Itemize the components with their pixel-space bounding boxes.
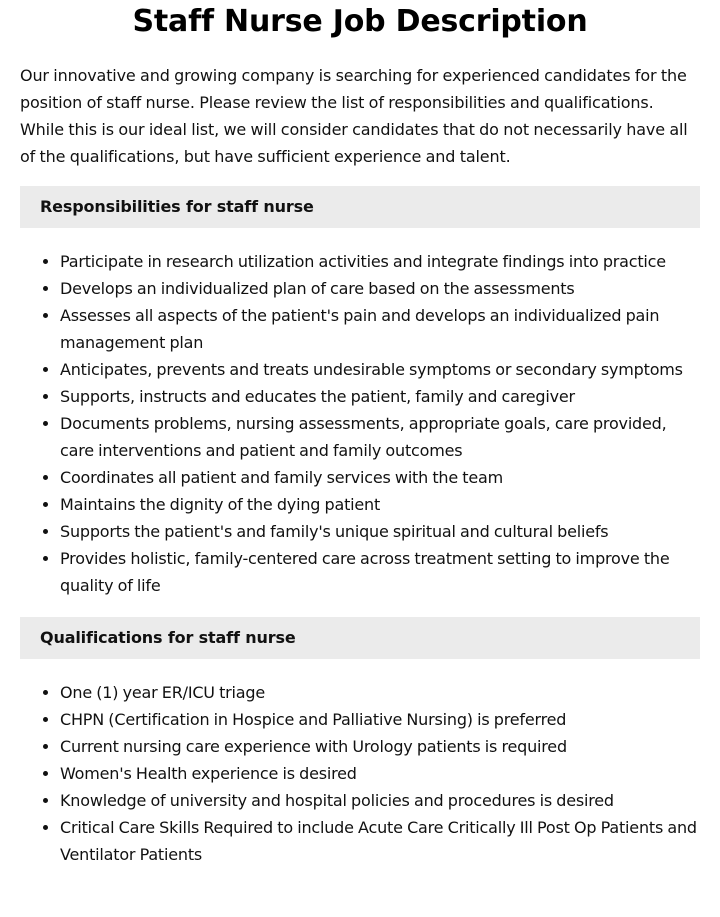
list-item: • Women's Health experience is desired xyxy=(60,760,700,787)
list-item: • Anticipates, prevents and treats undesirable symptoms or secondary symptoms xyxy=(60,356,700,383)
list-item: • Develops an individualized plan of care based on the assessments xyxy=(60,275,700,302)
qualifications-heading: Qualifications for staff nurse xyxy=(20,617,700,659)
intro-paragraph: Our innovative and growing company is searching for experienced candidates for the position of staff nurse. Please review the list of responsibilities and qualifications. While this is our ideal list, we will consider candidates that do not necessarily have all of the qualifications, but have sufficient experience and talent. xyxy=(20,66,688,166)
list-item: • Provides holistic, family-centered care across treatment setting to improve the quality of life xyxy=(60,545,700,599)
list-item: • Supports, instructs and educates the patient, family and caregiver xyxy=(60,383,700,410)
qualifications-list xyxy=(20,679,700,868)
list-item: • Coordinates all patient and family services with the team xyxy=(60,464,700,491)
responsibilities-list xyxy=(20,248,700,599)
list-item: • Participate in research utilization activities and integrate findings into practice xyxy=(60,248,700,275)
responsibilities-heading: Responsibilities for staff nurse xyxy=(20,186,700,228)
list-item: • One (1) year ER/ICU triage xyxy=(60,679,700,706)
list-item: • Documents problems, nursing assessments, appropriate goals, care provided, care interventions and patient and family outcomes xyxy=(60,410,700,464)
list-item: • Knowledge of university and hospital policies and procedures is desired xyxy=(60,787,700,814)
page-title: Staff Nurse Job Description xyxy=(132,4,588,39)
list-item: • Current nursing care experience with Urology patients is required xyxy=(60,733,700,760)
list-item: • Maintains the dignity of the dying patient xyxy=(60,491,700,518)
list-item: • Assesses all aspects of the patient's pain and develops an individualized pain management plan xyxy=(60,302,700,356)
list-item: • CHPN (Certification in Hospice and Palliative Nursing) is preferred xyxy=(60,706,700,733)
list-item: • Critical Care Skills Required to include Acute Care Critically Ill Post Op Patients and Ventilator Patients xyxy=(60,814,700,868)
list-item: • Supports the patient's and family's unique spiritual and cultural beliefs xyxy=(60,518,700,545)
